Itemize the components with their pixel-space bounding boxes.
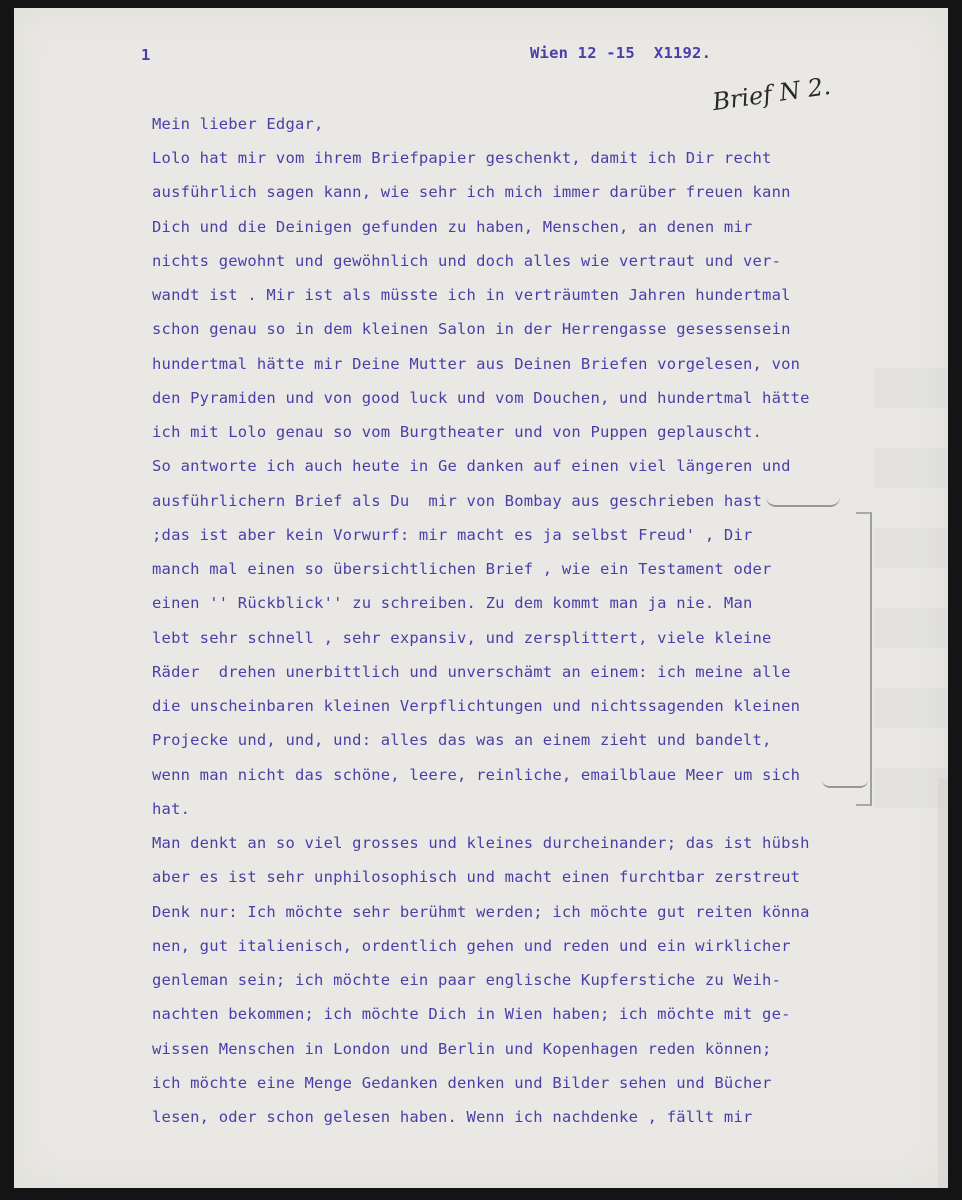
- body-line: den Pyramiden und von good luck und vom Douchen, und hundertmal hätte: [152, 388, 810, 407]
- body-line: ich möchte eine Menge Gedanken denken und Bilder sehen und Bücher: [152, 1073, 772, 1092]
- body-line: einen '' Rückblick'' zu schreiben. Zu dem kommt man ja nie. Man: [152, 594, 753, 613]
- body-line: Denk nur: Ich möchte sehr berühmt werden; ich möchte gut reiten könna: [152, 902, 810, 921]
- body-line: aber es ist sehr unphilosophisch und macht einen furchtbar zerstreut: [152, 868, 801, 887]
- body-line: manch mal einen so übersichtlichen Brief , wie ein Testament oder: [152, 560, 772, 578]
- body-line: hundertmal hätte mir Deine Mutter aus Deinen Briefen vorgelesen, von: [152, 354, 801, 373]
- body-line: nachten bekommen; ich möchte Dich in Wien haben; ich möchte mit ge-: [152, 1005, 791, 1024]
- paper-edge: [938, 778, 948, 1188]
- body-line: Dich und die Deinigen gefunden zu haben, Menschen, an denen mir: [152, 217, 753, 236]
- body-line: ausführlich sagen kann, wie sehr ich mich immer darüber freuen kann: [152, 183, 791, 202]
- pencil-margin-bracket: [856, 512, 872, 806]
- letter-body: [152, 149, 912, 1142]
- pencil-underline: [766, 497, 840, 507]
- letter-page: [14, 8, 948, 1188]
- body-line: schon genau so in dem kleinen Salon in der Herrengasse gesessensein: [152, 320, 791, 339]
- body-line: hat.: [152, 799, 191, 818]
- salutation: Mein lieber Edgar,: [152, 115, 324, 133]
- body-line: wandt ist . Mir ist als müsste ich in verträumten Jahren hundertmal: [152, 286, 791, 304]
- body-line: nichts gewohnt und gewöhnlich und doch alles wie vertraut und ver-: [152, 251, 782, 270]
- body-line: die unscheinbaren kleinen Verpflichtungen und nichtssagenden kleinen: [152, 697, 801, 715]
- body-line: ;das ist aber kein Vorwurf: mir macht es ja selbst Freud' , Dir: [152, 525, 753, 544]
- body-line: wenn man nicht das schöne, leere, reinliche, emailblaue Meer um sich: [152, 765, 801, 784]
- body-line: lebt sehr schnell , sehr expansiv, und zersplittert, viele kleine: [152, 628, 772, 647]
- body-line: wissen Menschen in London und Berlin und Kopenhagen reden können;: [152, 1039, 772, 1058]
- page-number: 1: [141, 46, 151, 64]
- body-line: So antworte ich auch heute in Ge danken auf einen viel längeren und: [152, 457, 791, 476]
- body-line: nen, gut italienisch, ordentlich gehen und reden und ein wirklicher: [152, 936, 791, 955]
- body-line: Lolo hat mir vom ihrem Briefpapier geschenkt, damit ich Dir recht: [152, 149, 772, 167]
- pencil-underline-lower: [822, 780, 868, 788]
- body-line: genleman sein; ich möchte ein paar englische Kupferstiche zu Weih-: [152, 971, 782, 989]
- body-line: lesen, oder schon gelesen haben. Wenn ich nachdenke , fällt mir: [152, 1108, 753, 1126]
- body-line: Man denkt an so viel grosses und kleines durcheinander; das ist hübsh: [152, 834, 810, 852]
- body-line: Projecke und, und, und: alles das was an einem zieht und bandelt,: [152, 731, 772, 750]
- body-line: ich mit Lolo genau so vom Burgtheater und von Puppen geplauscht.: [152, 423, 763, 441]
- handwritten-annotation: Brief N 2.: [710, 71, 833, 117]
- body-line: Räder drehen unerbittlich und unverschämt an einem: ich meine alle: [152, 662, 791, 681]
- body-line: ausführlichern Brief als Du mir von Bombay aus geschrieben hast: [152, 491, 763, 510]
- dateline: Wien 12 -15 X1192.: [530, 44, 712, 62]
